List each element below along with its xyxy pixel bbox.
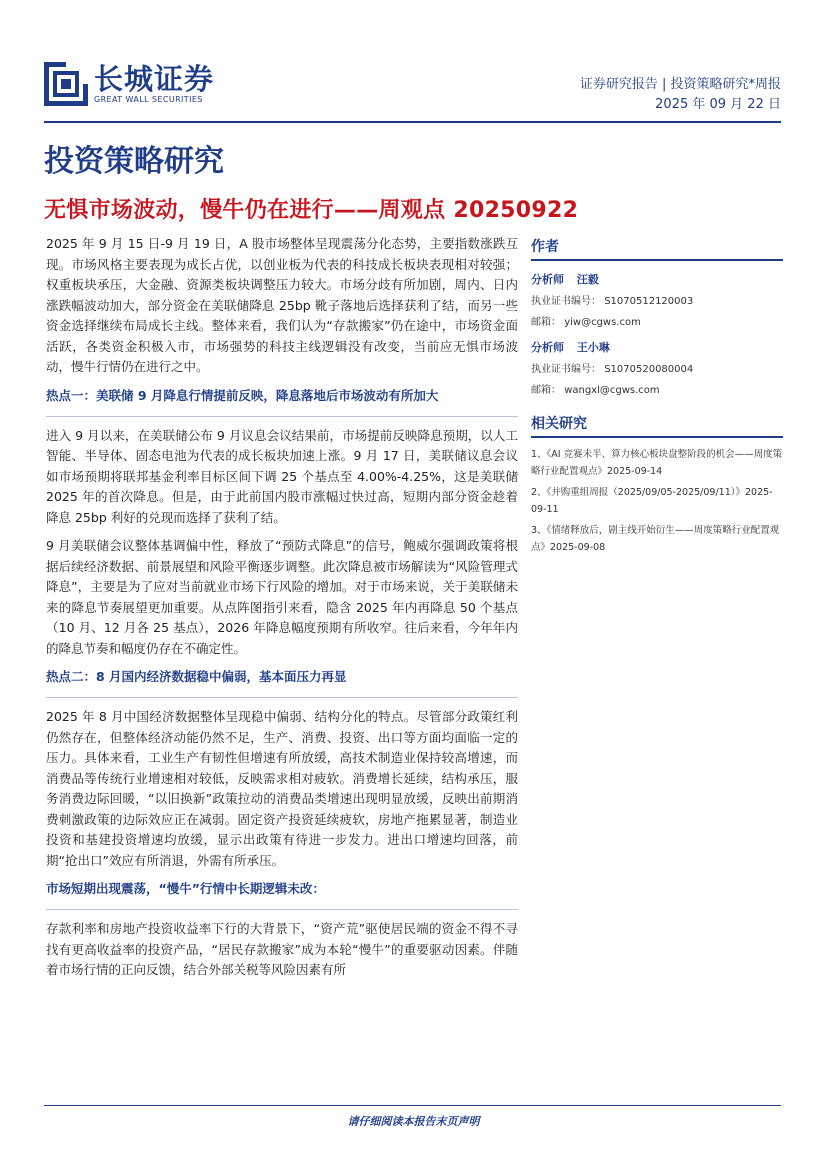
footer-divider (44, 1105, 781, 1106)
company-logo (44, 62, 224, 110)
sidebar (531, 236, 783, 560)
report-title: 无惧市场波动，慢牛仍在进行——周观点 20250922 (44, 198, 579, 223)
analyst-email[interactable]: wangxl@cgws.com (564, 385, 660, 396)
analyst-name: 王小琳 (576, 341, 610, 354)
analyst-block (531, 269, 783, 401)
analyst-role: 分析师 (531, 273, 564, 286)
hotspot-2-heading: 热点二：8 月国内经济数据稳中偏弱，基本面压力再显 (46, 669, 347, 684)
cert-label: 执业证书编号： (531, 364, 601, 375)
analyst-email[interactable]: yiw@cgws.com (564, 317, 641, 328)
related-research-item[interactable]: 3、《情绪释放后，剧主线开始衍生——周度策略行业配置观点》2025-09-08 (531, 525, 780, 553)
related-research-heading: 相关研究 (531, 413, 783, 438)
analyst-role: 分析师 (531, 341, 564, 354)
divider (46, 697, 518, 698)
intro-paragraph: 2025 年 9 月 15 日-9 月 19 日，A 股市场整体呈现震荡分化态势，主要指数涨跌互现。市场风格主要表现为成长占优，以创业板为代表的科技成长板块表现相对较强；权重板块承压，大金融、资源类板块调整压力较大。市场分歧有所加剧，周内、日内涨跌幅波动加大，部分资金在美联储降息 25bp 靴子落地后选择获利了结，而另一些资金选择继续布局成长主线。整体来看，我们认为“存款搬家”仍在途中，市场资金面活跃，各类资金积极入市，市场强势的科技主线逻辑没有改变，当前应无惧市场波动，慢牛行情仍在进行之中。 (46, 236, 518, 374)
logo-text-cn: 长城证券 (94, 62, 215, 96)
main-content (46, 234, 518, 989)
market-view-heading: 市场短期出现震荡，“慢牛”行情中长期逻辑未改： (46, 881, 325, 896)
report-date: 2025 年 09 月 22 日 (655, 97, 781, 112)
cert-label: 执业证书编号： (531, 296, 601, 307)
logo-text-en: GREAT WALL SECURITIES (94, 95, 203, 104)
header-divider (44, 121, 781, 123)
great-wall-logo-icon (44, 62, 88, 106)
email-label: 邮箱： (531, 385, 561, 396)
hotspot-2-paragraph: 2025 年 8 月中国经济数据整体呈现稳中偏弱、结构分化的特点。尽管部分政策红利仍然存在，但整体经济动能仍然不足，生产、消费、投资、出口等方面均面临一定的压力。具体来看，工业生产有韧性但增速有所放缓，高技术制造业保持较高增速，而消费品等传统行业增速相对较低，反映需求相对疲软。消费增长延续，结构承压，服务消费边际回暖，“以旧换新”政策拉动的消费品类增速出现明显放缓，反映出前期消费刺激政策的边际效应正在减弱。固定资产投资延续疲软，房地产拖累显著，制造业投资和基建投资增速均放缓，显示出政策有待进一步发力。进出口增速均回落，前期“抢出口”效应有所消退，外需有所承压。 (46, 709, 518, 868)
market-view-paragraph: 存款利率和房地产投资收益率下行的大背景下，“资产荒”驱使居民端的资金不得不寻找有更高收益率的投资产品，“居民存款搬家”成为本轮“慢牛”的重要驱动因素。伴随着市场行情的正向反馈，结合外部关税等风险因素有所 (46, 921, 518, 977)
hotspot-1-paragraph-1: 进入 9 月以来，在美联储公布 9 月议息会议结果前，市场提前反映降息预期，以人工智能、半导体、固态电池为代表的成长板块加速上涨。9 月 17 日，美联储议息会议如市场预期将联邦基金利率目标区间下调 25 个基点至 4.00%-4.25%，这是美联储 2025 年的首次降息。但是，由于此前国内股市涨幅过快过高，短期内部分资金趁着降息 25bp 利好的兑现而选择了获利了结。 (46, 427, 518, 525)
hotspot-1-paragraph-2: 9 月美联储会议整体基调偏中性，释放了“预防式降息”的信号，鲍威尔强调政策将根据后续经济数据、前景展望和风险平衡逐步调整。此次降息被市场解读为“风险管理式降息”，主要是为了应对当前就业市场下行风险的增加。对于市场来说，关于美联储未来的降息节奏展望更加重要。从点阵图指引来看，隐含 2025 年内再降息 50 个基点（10 月、12 月各 25 基点），2026 年降息幅度预期有所收窄。往后来看，今年年内的降息节奏和幅度仍存在不确定性。 (46, 538, 518, 656)
header-meta (580, 75, 781, 115)
footer-disclaimer: 请仔细阅读本报告末页声明 (347, 1115, 480, 1128)
report-type: 证券研究报告 | 投资策略研究*周报 (579, 77, 781, 92)
hotspot-1-heading: 热点一：美联储 9 月降息行情提前反映，降息落地后市场波动有所加大 (46, 387, 439, 403)
author-heading: 作者 (531, 236, 783, 261)
related-research-item[interactable]: 1、《AI 竞赛未半、算力核心板块盘整阶段的机会——周度策略行业配置观点》2025-09-14 (531, 449, 783, 477)
cert-number: S1070512120003 (604, 296, 694, 307)
analyst-name: 汪毅 (576, 273, 599, 286)
section-title: 投资策略研究 (44, 144, 224, 179)
divider (46, 416, 518, 417)
related-research-item[interactable]: 2、《并购重组周报（2025/09/05-2025/09/11）》2025-09-11 (531, 487, 773, 515)
cert-number: S1070520080004 (604, 364, 694, 375)
divider (46, 909, 518, 910)
email-label: 邮箱： (531, 317, 561, 328)
